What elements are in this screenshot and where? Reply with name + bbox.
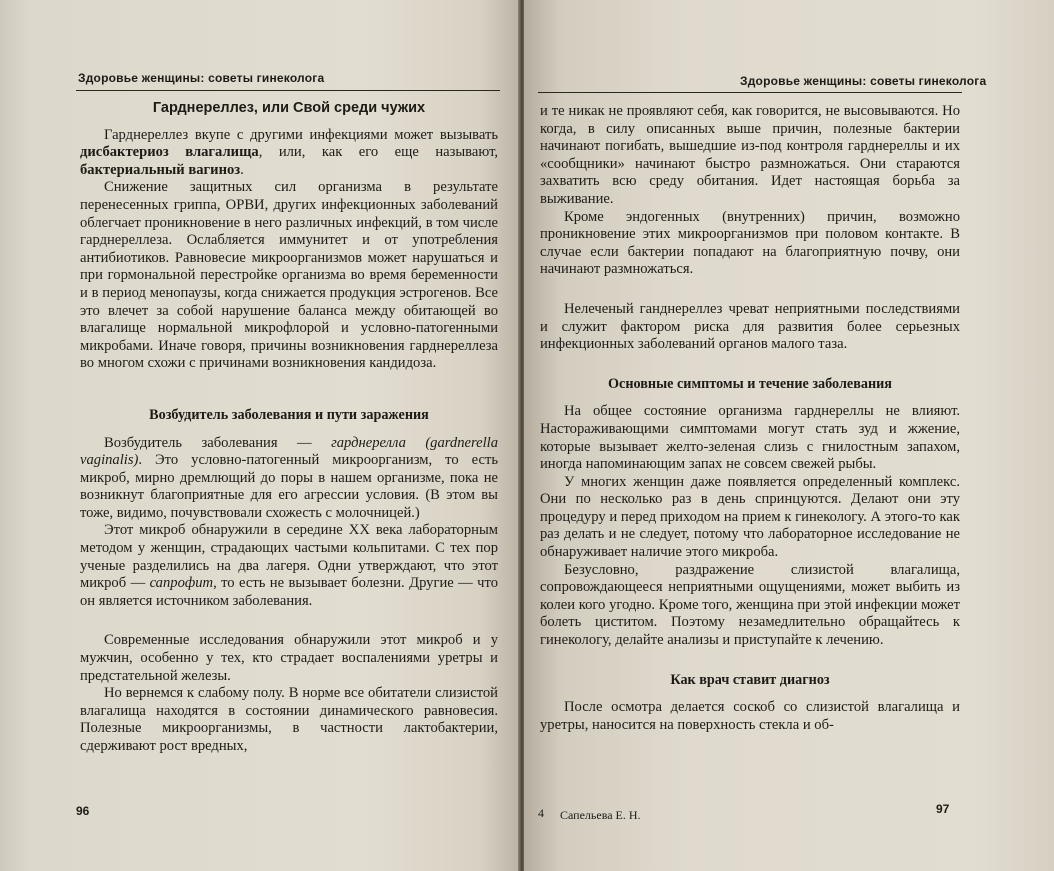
text-run: . <box>240 161 244 178</box>
spacer <box>540 354 960 376</box>
text-run: , или, как его еще называют, <box>258 144 498 161</box>
section-heading: Возбудитель заболевания и пути заражения <box>149 406 429 423</box>
paragraph: У многих женщин даже появляется определенный комплекс. Они по несколько раз в день спринцуются. Делают они эту процедуру и перед приходом на прием к гинекологу. А этого-то как раз делать и не следует, потому что лабораторное исследование не обнаруживает наличие этого микроба. <box>540 473 960 561</box>
text-run: Возбудитель заболевания — <box>104 434 332 451</box>
text-run: , то есть не вызывает болезни. Другие — что он является источником заболевания. <box>80 575 498 609</box>
paragraph: Безусловно, раздражение слизистой влагалища, сопровождающееся неприятными ощущениями, может выбить из колеи кого угодно. Кроме того, женщина при этой инфекции может болеть циститом. Поэтому незамедлительно обращайтесь к гинекологу, делайте анализы и приступайте к лечению. <box>540 561 960 649</box>
running-head: Здоровье женщины: советы гинеколога <box>78 71 325 85</box>
text-column <box>80 100 498 756</box>
right-page <box>524 0 1054 871</box>
spacer <box>80 610 498 632</box>
paragraph: Кроме эндогенных (внутренних) причин, возможно проникновение этих микроорганизмов при половом контакте. В случае если бактерии попадают на благоприятную почву, они начинают размножаться. <box>540 208 960 278</box>
page-number: 97 <box>936 802 950 816</box>
section-heading: Как врач ставит диагноз <box>670 671 830 688</box>
spacer <box>540 279 960 301</box>
italic-term: гарднерелла (gardnerella vaginalis) <box>80 434 499 469</box>
footer-author: Сапельева Е. Н. <box>560 808 641 822</box>
paragraph: Современные исследования обнаружили этот микроб и у мужчин, особенно у тех, кто страдает воспалениями уретры и предстательной железы. <box>80 632 498 684</box>
italic-term: сапрофит <box>149 575 214 592</box>
running-head: Здоровье женщины: советы гинеколога <box>740 74 987 88</box>
paragraph <box>80 435 498 523</box>
header-rule <box>538 92 962 93</box>
text-column <box>540 103 960 734</box>
paragraph <box>80 127 498 180</box>
paragraph: Но вернемся к слабому полу. В норме все обитатели слизистой влагалища находятся в состоянии динамического равновесия. Полезные микроорганизмы, в частности лактобактерии, сдерживают рост вредных, <box>80 685 498 754</box>
text-run: . Это условно-патогенный микроорганизм, то есть микроб, мирно дремлющий до поры в нашем организме, пока не возникнут благоприятные для его агрессии условия. (В этом вы тоже, видимо, почувствовали схожесть с молочницей.) <box>80 452 498 521</box>
text-run: Этот микроб обнаружили в середине XX века лабораторным методом у женщин, страдающих частыми кольпитами. С тех пор ученые разделились на два лагеря. Одни утверждают, что этот микроб — <box>80 522 498 592</box>
paragraph: После осмотра делается соскоб со слизистой влагалища и уретры, наносится на поверхность стекла и об- <box>540 699 960 733</box>
header-rule <box>76 90 500 91</box>
paragraph: Нелеченый ганднереллез чреват неприятными последствиями и служит фактором риска для развития более серьезных инфекционных заболеваний органов малого таза. <box>540 300 960 353</box>
section-heading: Основные симптомы и течение заболевания <box>608 375 892 392</box>
paragraph <box>80 522 498 610</box>
text-run: Гарднереллез вкупе с другими инфекциями может вызывать <box>104 126 498 143</box>
paragraph: На общее состояние организма гарднереллы не влияют. Настораживающими симптомами могут стать зуд и жжение, которые вызывает желто-зеленая слизь с гнилостным запахом, иногда напоминающим запах не совсем свежей рыбы. <box>540 403 960 473</box>
page-number: 96 <box>76 804 90 818</box>
spacer <box>540 650 960 672</box>
signature-mark: 4 <box>538 806 544 820</box>
spacer <box>80 373 498 407</box>
left-page <box>0 0 522 871</box>
paragraph: и те никак не проявляют себя, как говорится, не высовываются. Но когда, в силу описанных выше причин, полезные бактерии начинают погибать, вышедшие из-под контроля гарднереллы и их «сообщники» начинают быстро размножаться. Они стараются захватить всю среду обитания. Идет настоящая борьба за выживание. <box>540 103 960 207</box>
bold-term: бактериальный вагиноз <box>80 161 241 178</box>
paragraph: Снижение защитных сил организма в результате перенесенных гриппа, ОРВИ, других инфекционных заболеваний облегчает проникновение в него различных инфекций, в том числе гарднереллеза. Ослабляется иммунитет и от употребления антибиотиков. Равновесие микроорганизмов может нарушаться и при гормональной перестройке организма во время беременности и в период менопаузы, когда снижается продукция эстрогенов. Все это влечет за собой нарушение баланса между обитающей во влагалище нормальной микрофлорой и условно-патогенными микробами. Иначе говоря, причины возникновения гарднереллеза во многом схожи с причинами возникновения кандидоза. <box>80 179 498 372</box>
chapter-title: Гарднереллез, или Свой среди чужих <box>152 100 426 116</box>
bold-term: дисбактериоз влагалища <box>80 144 259 161</box>
